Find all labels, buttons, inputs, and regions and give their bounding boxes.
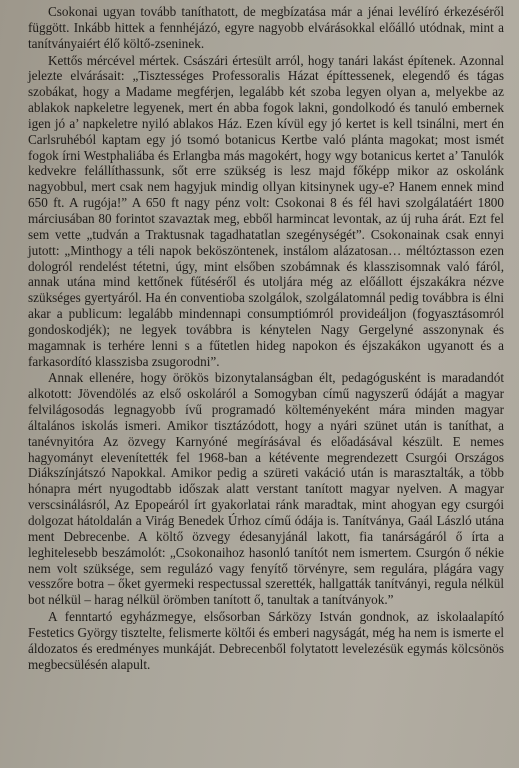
book-page: [28, 4, 504, 764]
paragraph-4: A fenntartó egyházmegye, elsősorban Sárközy István gondnok, az iskolaalapító Festetics György tisztelte, felismerte költői és emberi nagyságát, még ha nem is ismerte el áldozatos és eredményes munkáját. Debrecenből folytatott levelezésük egymás kölcsönös megbecsülésén alapult.: [28, 609, 504, 672]
paragraph-3: Annak ellenére, hogy örökös bizonytalanságban élt, pedagógusként is maradandót alkotott: Jövendölés az első oskoláról a Somogyban című nagyszerű ódáját a magyar felvilágosodás legnagyobb ívű programadó költeményeként mára minden magyar általános iskolás ismeri. Amikor tisztázódott, hogy a nyári szünet után is taníthat, a tanévnyitóra Az özvegy Karnyóné megírásával és előadásával készült. E nemes hagyományt elevenítették fel 1968-ban a kétévente megrendezett Csurgói Országos Diákszínjátszó Napokkal. Amikor pedig a szüreti vakáció után is marasztalták, a több hónapra mért nyugodtabb időszak alatt verstant tanított magyar nyelven. A magyar verscsinálásról, Az Epopeáról írt gyakorlatai ránk maradtak, mint ahogyan egy csurgói dolgozat hátoldalán a Virág Benedek Úrhoz című ódája is. Tanítványa, Gaál László utána ment Debrecenbe. A költő özvegy édesanyjánál lakott, fia tanárságáról ő írta a leghitelesebb beszámolót: „Csokonaihoz hasonló tanítót nem ismertem. Csurgón ő nékie nem volt szüksége, sem regulázó vagy fenyítő törvényre, sem regulára, plágára vagy vesszőre botra – őket gyermeki respectussal szerették, hallgatták tanítványi, regula nélkül bot nélkül – harag nélkül örömben tanított ő, tanultak a tanítványok.”: [28, 370, 504, 608]
paragraph-2: Kettős mércével mértek. Császári értesült arról, hogy tanári lakást építenek. Azonnal jelezte elvárásait: „Tisztességes Professoralis Házat építtessenek, elegendő és tágas szobákat, hogy a Madame megférjen, legalább két szoba legyen olyan a, melyekbe az ablakok napkeletre legyenek, mert én abba fogok lakni, gondolkodó és tanuló embernek igen jó a’ napkeletre nyiló ablakos Ház. Ezen kívül egy jó kertet is kell tsinálni, mert én Carlsruhéból kaptam egy jó tsomó botanicus Kertbe való plánta magokat; most ismét fogok írni Westphaliába és Erlangba más magokért, hogy wgy botanicus kertet a’ Tanulók kedvekre felállíthassunk, sőt erre szükség is lesz majd főképp mikor az oskolánk nagyobbul, mert csak nem hagyjuk mindig ollyan kitsinynek ugy-e? Hanem ennek mind 650 ft. A rugója!” A 650 ft nagy pénz volt: Csokonai 8 és fél havi szolgálatáért 1800 márciusában 80 forintot szavaztak meg, ebből harmincat levontak, az új ruha árát. Ezt fel sem vette „tudván a Traktusnak tagadhatatlan szegénységét”. Csokonainak csak ennyi jutott: „Minthogy a téli napok beköszöntenek, instálom alázatosan… méltóztasson ezen dologról rendelést tétetni, úgy, mint elsőben szobámnak és klasszisomnak való fáról, annak utána mind kettőnek fűtéséről és utoljára még az előállott éjszakákra nézve szükséges gyertyáról. Ha én conventioba szolgálok, szolgálatomnál pedig továbbra is élni akar a publicum: legalább mindennapi consumptiómról provideáljon (fogyasztásomról gondoskodjék); ne legyek továbbra is kénytelen Nagy Gergelyné asszonynak és magamnak is terhére lenni s a fűtetlen hideg napokon és éjszakákon ugyanott és a farkasordító klasszisba zsugorodni”.: [28, 52, 504, 369]
paragraph-1: Csokonai ugyan tovább taníthatott, de megbízatása már a jénai levélíró érkezéséről függött. Inkább hittek a fennhéjázó, egyre nagyobb elvárásokkal előálló utódnak, mint a tanítványaiért élő költő-zseninek.: [28, 4, 504, 51]
